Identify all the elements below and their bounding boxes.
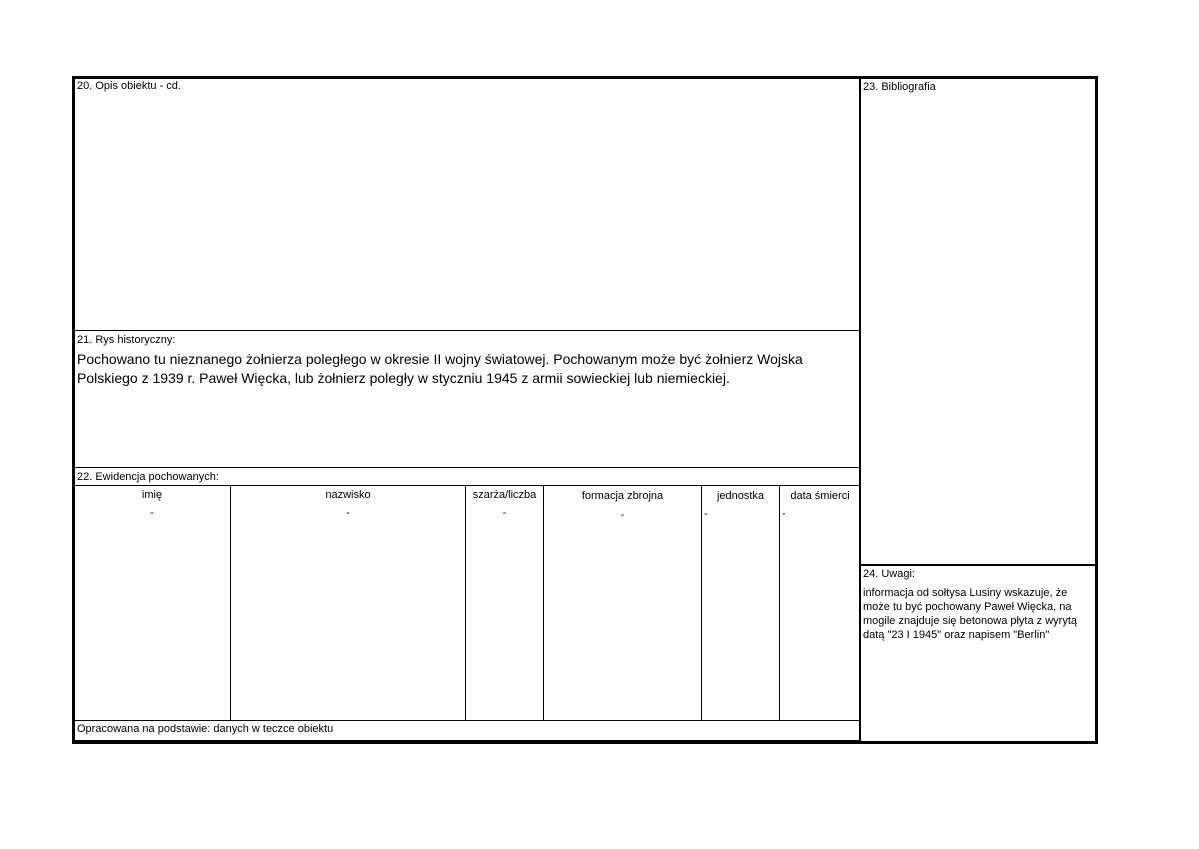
column-header-jednostka: jednostka xyxy=(716,490,765,502)
column-header-imie: imię xyxy=(141,489,163,501)
rys-text: Pochowano tu nieznanego żołnierza poległego w okresie II wojny światowej. Pochowanym może być żołnierz Wojska Polskiego z 1939 r. Paweł Więcka, lub żołnierz poległy w styczniu 1945 z armii sowieckiej lub niemieckiej. xyxy=(77,351,803,386)
footer-bottom-line xyxy=(74,740,860,742)
divider-rys-ewidencja xyxy=(74,467,860,468)
opis-label: 20. Opis obiektu - cd. xyxy=(77,80,181,92)
uwagi-text: informacja od sołtysa Lusiny wskazuje, że może tu być pochowany Paweł Więcka, na mogile znajduje się betonowa płyta z wyrytą datą "23 I 1945" oraz napisem "Berlin" xyxy=(863,587,1078,641)
column-header-nazwisko: nazwisko xyxy=(325,489,371,501)
column-line-2 xyxy=(465,485,466,720)
cell-formacja: - xyxy=(620,509,625,521)
divider-bibliografia-uwagi xyxy=(860,564,1096,566)
column-line-5 xyxy=(779,485,780,720)
divider-ewidencja-label xyxy=(74,485,860,486)
bibliografia-label: 23. Bibliografia xyxy=(863,81,936,93)
divider-opis-rys xyxy=(74,330,860,331)
ewidencja-label: 22. Ewidencja pochowanych: xyxy=(77,471,219,483)
footer-source: Opracowana na podstawie: danych w teczce obiektu xyxy=(77,723,334,735)
cell-data-smierci: - xyxy=(782,508,786,520)
cell-imie: - xyxy=(150,507,154,519)
column-header-data-smierci: data śmierci xyxy=(790,490,850,502)
column-line-4 xyxy=(701,485,702,720)
form-frame xyxy=(72,76,1098,744)
column-line-1 xyxy=(230,485,231,720)
cell-nazwisko: - xyxy=(346,507,350,519)
cell-szarza: - xyxy=(502,507,507,519)
cell-jednostka: - xyxy=(704,508,708,520)
panel-divider xyxy=(859,76,861,744)
column-header-formacja: formacja zbrojna xyxy=(581,490,664,502)
column-header-szarza: szarża/liczba xyxy=(472,489,537,501)
rys-label: 21. Rys historyczny: xyxy=(77,334,176,346)
uwagi-label: 24. Uwagi: xyxy=(863,568,915,580)
divider-footer xyxy=(74,720,860,721)
